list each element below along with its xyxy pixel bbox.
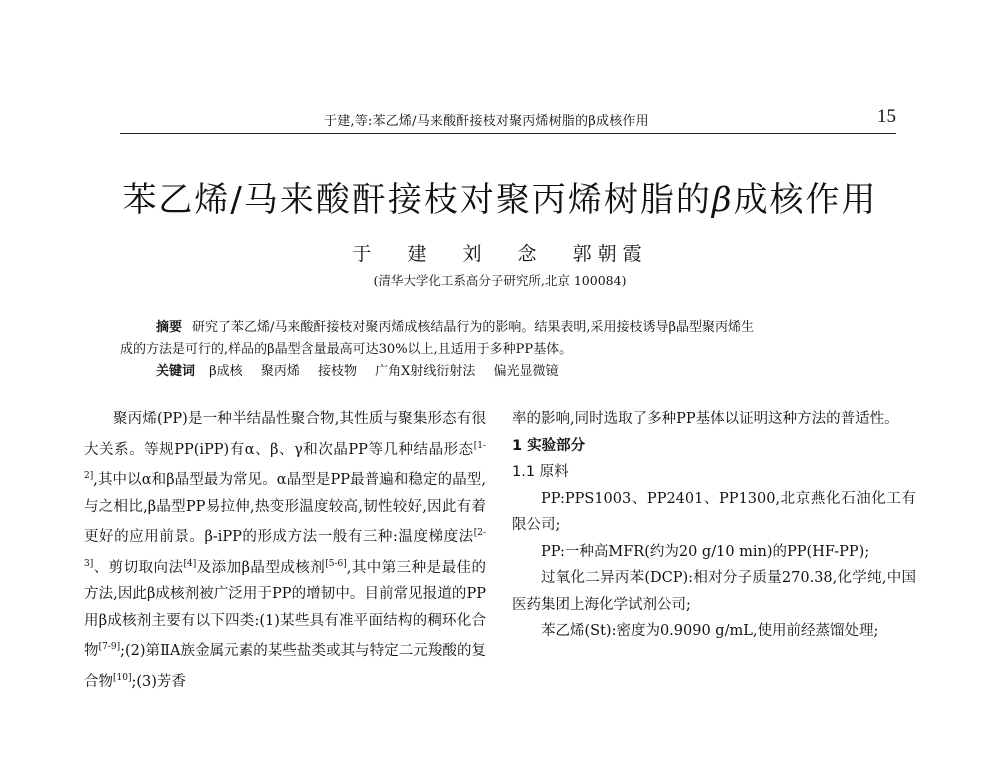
material-item: 过氧化二异丙苯(DCP):相对分子质量270.38,化学纯,中国医药集团上海化学试剂公司; (512, 570, 916, 613)
material-item: PP:PPS1003、PP2401、PP1300,北京燕化石油化工有限公司; (512, 490, 916, 533)
material-item: 苯乙烯(St):密度为0.9090 g/mL,使用前经蒸馏处理; (541, 623, 879, 639)
citation: [4] (183, 558, 197, 569)
article-title (0, 172, 1000, 221)
title-tail: 成核作用 (733, 180, 878, 220)
intro-text: 及添加β晶型成核剂 (196, 559, 326, 576)
abstract-block (120, 317, 896, 383)
running-title: 于建,等:苯乙烯/马来酸酐接枝对聚丙烯树脂的β成核作用 (324, 114, 649, 129)
keywords-line (120, 361, 896, 383)
affiliation: (清华大学化工系高分子研究所,北京 100084) (373, 273, 627, 288)
keyword: β成核 (209, 364, 243, 379)
page-number: 15 (877, 106, 896, 127)
keywords-label: 关键词 (156, 364, 196, 379)
citation: [2-3] (84, 528, 486, 569)
subsection-heading-materials: 1.1 原料 (512, 464, 569, 480)
citation: [10] (113, 672, 132, 683)
keyword: 接枝物 (317, 364, 357, 379)
right-column (512, 406, 916, 645)
abstract-text-1: 研究了苯乙烯/马来酸酐接枝对聚丙烯成核结晶行为的影响。结果表明,采用接枝诱导β晶型聚丙烯生 (192, 320, 755, 335)
intro-text: ;(3)芳香 (131, 673, 186, 690)
header-rule (120, 133, 896, 134)
keyword: 聚丙烯 (260, 364, 300, 379)
left-column (84, 406, 486, 695)
intro-continuation: 率的影响,同时选取了多种PP基体以证明这种方法的普适性。 (512, 411, 899, 427)
intro-text: 、剪切取向法 (93, 559, 184, 576)
abstract-text-2: 成的方法是可行的,样品的β晶型含量最高可达30%以上,且适用于多种PP基体。 (120, 342, 573, 357)
citation: [5-6] (325, 558, 347, 569)
intro-text: ,其中以α和β晶型最为常见。α晶型是PP最普遍和稳定的晶型,与之相比,β晶型PP易拉伸,热变形温度较高,韧性较好,因此有着更好的应用前景。β-iPP的形成方法一般有三种:温度梯度法 (84, 472, 486, 545)
intro-paragraph (84, 406, 486, 695)
intro-text: ,其中第三种是最佳的方法,因此β成核剂被广泛用于PP的增韧中。目前常见报道的PP用β成核剂主要有以下四类:(1)某些具有准平面结构的稠环化合物 (84, 559, 487, 659)
abstract-label: 摘要 (156, 320, 183, 335)
authors: 于 建 刘 念 郭朝霞 (352, 243, 648, 265)
citation: [7-9] (98, 642, 121, 652)
intro-text: ;(2)第ⅡA族金属元素的某些盐类或其与特定二元羧酸的复合物 (84, 643, 487, 690)
title-main: 苯乙烯/马来酸酐接枝对聚丙烯树脂的 (122, 180, 712, 220)
citation: [1-2] (84, 440, 486, 481)
keyword: 偏光显微镜 (493, 364, 559, 379)
intro-text: 聚丙烯(PP)是一种半结晶性聚合物,其性质与聚集形态有很大关系。等规PP(iPP)有α、β、γ和次晶PP等几种结晶形态 (84, 411, 486, 458)
keyword: 广角X射线衍射法 (375, 364, 476, 379)
title-greek: β (711, 180, 734, 220)
abstract-line-1 (120, 317, 896, 339)
material-item: PP:一种高MFR(约为20 g/10 min)的PP(HF-PP); (541, 543, 870, 560)
section-heading-experimental: 1 实验部分 (512, 437, 586, 454)
running-header (120, 104, 896, 132)
